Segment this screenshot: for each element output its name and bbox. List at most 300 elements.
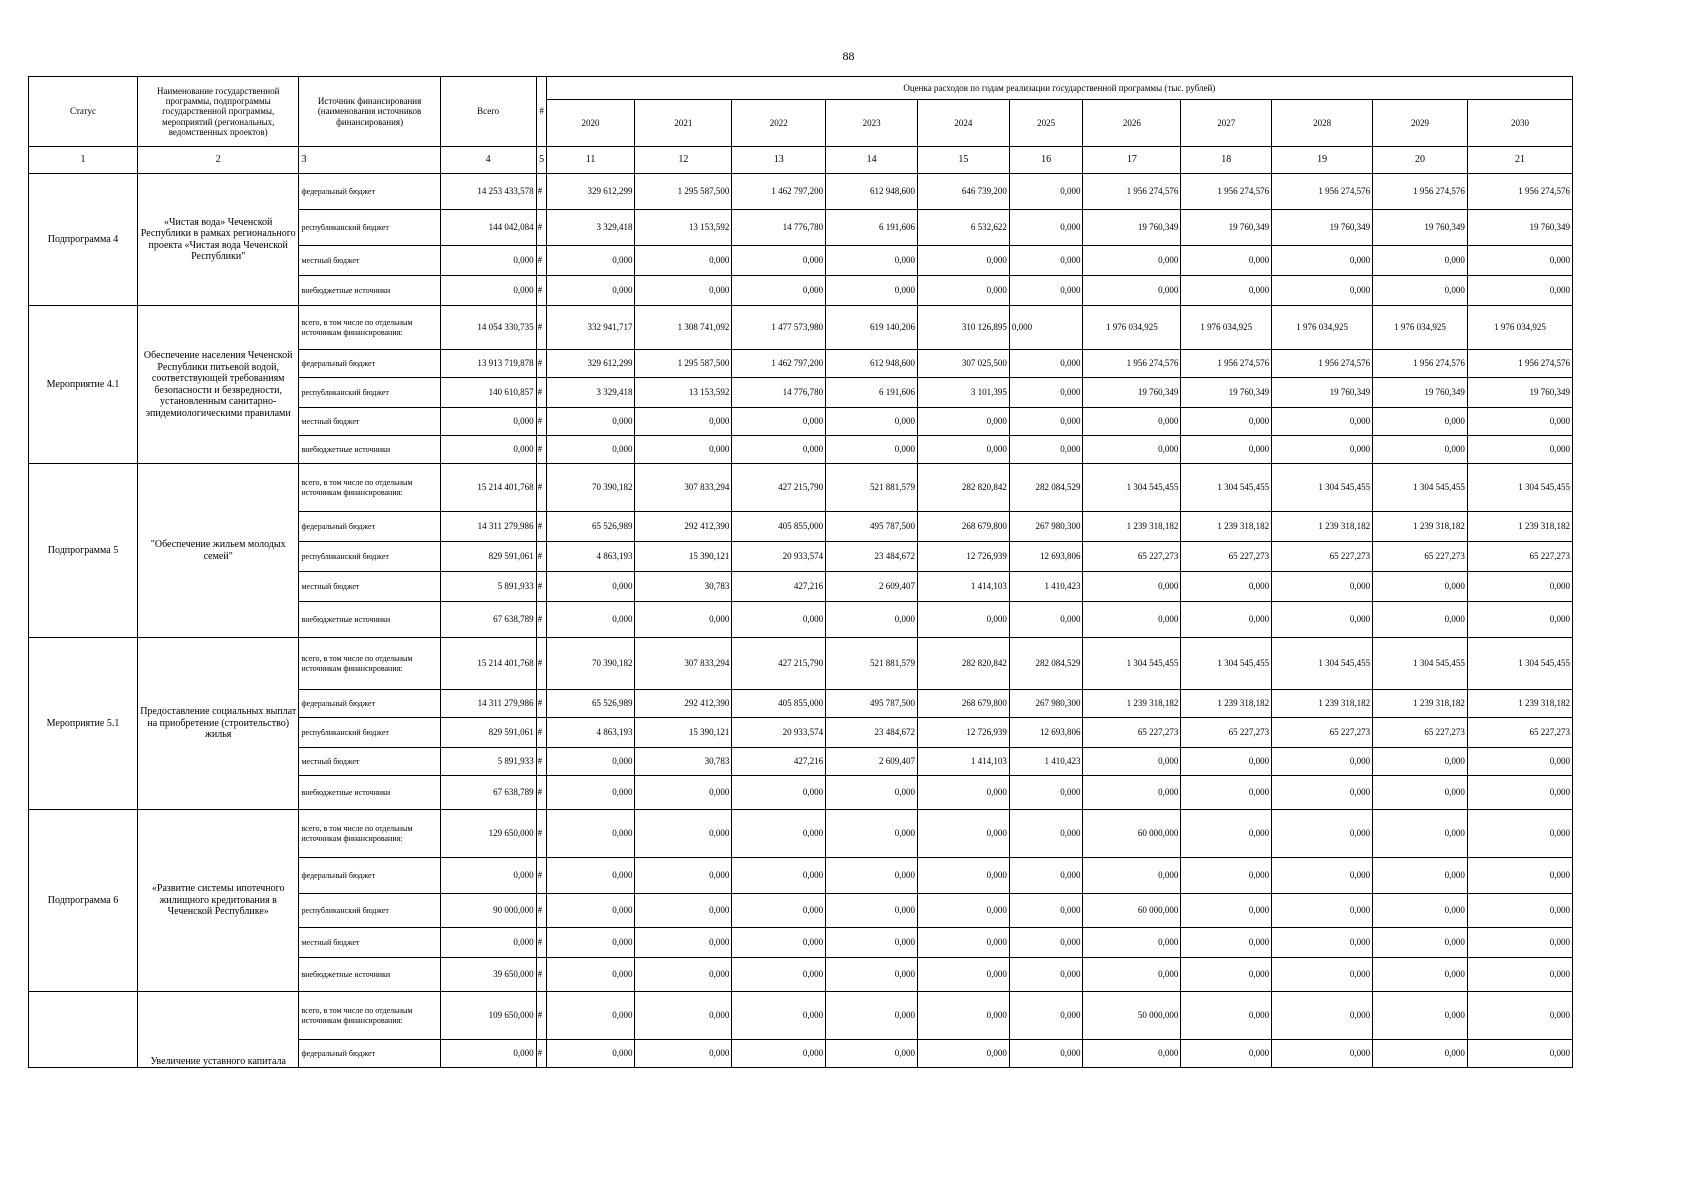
total-cell: 13 913 719,878 [440, 350, 536, 378]
value-cell: 0,000 [635, 858, 732, 894]
hash-cell: # [536, 690, 546, 718]
status-cell [29, 992, 138, 1068]
value-cell: 0,000 [826, 992, 918, 1040]
value-cell: 0,000 [1181, 894, 1272, 928]
value-cell: 0,000 [1009, 246, 1083, 276]
value-cell: 0,000 [917, 858, 1009, 894]
value-cell: 0,000 [826, 858, 918, 894]
value-cell: 0,000 [546, 810, 635, 858]
column-number: 13 [732, 147, 826, 174]
value-cell: 521 881,579 [826, 638, 918, 690]
total-cell: 67 638,789 [440, 776, 536, 810]
value-cell: 12 693,806 [1009, 718, 1083, 748]
hash-cell: # [536, 748, 546, 776]
source-cell: местный бюджет [299, 572, 440, 602]
status-cell: Подпрограмма 6 [29, 810, 138, 992]
value-cell: 65 526,989 [546, 512, 635, 542]
value-cell: 0,000 [1009, 408, 1083, 436]
value-cell: 0,000 [1272, 928, 1373, 958]
value-cell: 612 948,600 [826, 174, 918, 210]
value-cell: 1 239 318,182 [1181, 512, 1272, 542]
value-cell: 0,000 [635, 894, 732, 928]
hash-cell: # [536, 246, 546, 276]
value-cell: 0,000 [1467, 894, 1572, 928]
value-cell: 2 609,407 [826, 748, 918, 776]
total-cell: 829 591,061 [440, 542, 536, 572]
source-cell: внебюджетные источники [299, 958, 440, 992]
value-cell: 0,000 [635, 246, 732, 276]
value-cell: 0,000 [826, 276, 918, 306]
value-cell: 0,000 [1373, 928, 1468, 958]
value-cell: 427,216 [732, 748, 826, 776]
value-cell: 0,000 [546, 1040, 635, 1068]
value-cell: 0,000 [635, 602, 732, 638]
value-cell: 60 000,000 [1083, 810, 1181, 858]
value-cell: 65 227,273 [1467, 542, 1572, 572]
value-cell: 292 412,390 [635, 512, 732, 542]
value-cell: 0,000 [1009, 378, 1083, 408]
value-cell: 0,000 [1373, 276, 1468, 306]
value-cell: 1 239 318,182 [1373, 512, 1468, 542]
value-cell: 0,000 [1181, 776, 1272, 810]
value-cell: 1 956 274,576 [1083, 174, 1181, 210]
value-cell: 0,000 [546, 602, 635, 638]
value-cell: 1 304 545,455 [1272, 638, 1373, 690]
value-cell: 0,000 [1009, 928, 1083, 958]
value-cell: 0,000 [826, 810, 918, 858]
column-number: 16 [1009, 147, 1083, 174]
value-cell: 65 227,273 [1272, 542, 1373, 572]
value-cell: 1 414,103 [917, 748, 1009, 776]
table-row [29, 638, 1573, 690]
value-cell: 0,000 [826, 246, 918, 276]
hash-cell: # [536, 350, 546, 378]
value-cell: 0,000 [917, 928, 1009, 958]
value-cell: 1 239 318,182 [1181, 690, 1272, 718]
value-cell: 495 787,500 [826, 690, 918, 718]
value-cell: 20 933,574 [732, 542, 826, 572]
value-cell: 1 976 034,925 [1373, 306, 1468, 350]
value-cell: 20 933,574 [732, 718, 826, 748]
total-cell: 67 638,789 [440, 602, 536, 638]
value-cell: 0,000 [1272, 408, 1373, 436]
column-number: 19 [1272, 147, 1373, 174]
value-cell: 19 760,349 [1272, 210, 1373, 246]
hash-cell: # [536, 512, 546, 542]
value-cell: 0,000 [732, 894, 826, 928]
value-cell: 6 191,606 [826, 378, 918, 408]
value-cell: 282 084,529 [1009, 464, 1083, 512]
value-cell: 19 760,349 [1181, 378, 1272, 408]
source-cell: федеральный бюджет [299, 174, 440, 210]
source-cell: федеральный бюджет [299, 512, 440, 542]
value-cell: 0,000 [1467, 602, 1572, 638]
source-cell: всего, в том числе по отдельным источникам финансирования: [299, 638, 440, 690]
value-cell: 0,000 [1083, 858, 1181, 894]
value-cell: 12 726,939 [917, 718, 1009, 748]
value-cell: 0,000 [546, 992, 635, 1040]
source-cell: всего, в том числе по отдельным источникам финансирования: [299, 992, 440, 1040]
source-cell: федеральный бюджет [299, 690, 440, 718]
column-number: 14 [826, 147, 918, 174]
value-cell: 70 390,182 [546, 638, 635, 690]
hash-cell: # [536, 602, 546, 638]
value-cell: 0,000 [635, 928, 732, 958]
value-cell: 1 304 545,455 [1083, 638, 1181, 690]
column-number: 17 [1083, 147, 1181, 174]
value-cell: 0,000 [1272, 276, 1373, 306]
value-cell: 0,000 [546, 276, 635, 306]
value-cell: 0,000 [1467, 572, 1572, 602]
value-cell: 0,000 [1009, 350, 1083, 378]
value-cell: 65 227,273 [1373, 718, 1468, 748]
value-cell: 1 304 545,455 [1467, 638, 1572, 690]
value-cell: 1 956 274,576 [1467, 174, 1572, 210]
hash-cell: # [536, 174, 546, 210]
value-cell: 0,000 [1272, 436, 1373, 464]
source-cell: местный бюджет [299, 748, 440, 776]
total-cell: 14 311 279,986 [440, 512, 536, 542]
value-cell: 6 532,622 [917, 210, 1009, 246]
value-cell: 19 760,349 [1083, 210, 1181, 246]
value-cell: 1 956 274,576 [1272, 350, 1373, 378]
column-number: 12 [635, 147, 732, 174]
hash-cell: # [536, 928, 546, 958]
value-cell: 1 304 545,455 [1181, 638, 1272, 690]
value-cell: 0,000 [1373, 1040, 1468, 1068]
value-cell: 427,216 [732, 572, 826, 602]
value-cell: 1 239 318,182 [1467, 690, 1572, 718]
value-cell: 0,000 [1009, 436, 1083, 464]
hash-cell: # [536, 436, 546, 464]
value-cell: 0,000 [1272, 894, 1373, 928]
value-cell: 0,000 [546, 748, 635, 776]
value-cell: 0,000 [1009, 210, 1083, 246]
value-cell: 0,000 [1083, 408, 1181, 436]
total-cell: 15 214 401,768 [440, 638, 536, 690]
value-cell: 268 679,800 [917, 690, 1009, 718]
column-number: 1 [29, 147, 138, 174]
name-cell: «Чистая вода» Чеченской Республики в рамках регионального проекта «Чистая вода Чеченской Республики" [137, 174, 298, 306]
header-total: Всего [440, 77, 536, 147]
column-number: 2 [137, 147, 298, 174]
value-cell: 619 140,206 [826, 306, 918, 350]
value-cell: 307 833,294 [635, 464, 732, 512]
hash-cell: # [536, 464, 546, 512]
value-cell: 0,000 [635, 776, 732, 810]
value-cell: 30,783 [635, 748, 732, 776]
value-cell: 0,000 [1373, 858, 1468, 894]
value-cell: 1 976 034,925 [1467, 306, 1572, 350]
column-numbers-row [29, 147, 1573, 174]
column-number: 11 [546, 147, 635, 174]
value-cell: 1 956 274,576 [1373, 350, 1468, 378]
value-cell: 12 726,939 [917, 542, 1009, 572]
hash-cell: # [536, 958, 546, 992]
value-cell: 1 239 318,182 [1083, 512, 1181, 542]
value-cell: 0,000 [826, 928, 918, 958]
source-cell: федеральный бюджет [299, 1040, 440, 1068]
total-cell: 90 000,000 [440, 894, 536, 928]
value-cell: 0,000 [1083, 602, 1181, 638]
value-cell: 0,000 [1009, 276, 1083, 306]
value-cell: 0,000 [1083, 436, 1181, 464]
header-name: Наименование государственной программы, подпрограммы государственной программы, мероприятий (региональных, ведомственных проектов) [137, 77, 298, 147]
value-cell: 1 956 274,576 [1467, 350, 1572, 378]
name-cell: Увеличение уставного капитала [137, 992, 298, 1068]
year-header: 2026 [1083, 100, 1181, 147]
hash-cell: # [536, 776, 546, 810]
value-cell: 1 462 797,200 [732, 174, 826, 210]
value-cell: 0,000 [635, 408, 732, 436]
value-cell: 15 390,121 [635, 542, 732, 572]
value-cell: 0,000 [1373, 408, 1468, 436]
value-cell: 0,000 [732, 928, 826, 958]
value-cell: 0,000 [826, 408, 918, 436]
source-cell: всего, в том числе по отдельным источникам финансирования: [299, 306, 440, 350]
value-cell: 310 126,895 [917, 306, 1009, 350]
value-cell: 0,000 [1083, 748, 1181, 776]
value-cell: 0,000 [546, 436, 635, 464]
value-cell: 12 693,806 [1009, 542, 1083, 572]
value-cell: 0,000 [732, 992, 826, 1040]
hash-cell: # [536, 378, 546, 408]
value-cell: 0,000 [1272, 958, 1373, 992]
value-cell: 19 760,349 [1373, 378, 1468, 408]
value-cell: 292 412,390 [635, 690, 732, 718]
total-cell: 129 650,000 [440, 810, 536, 858]
value-cell: 0,000 [1181, 992, 1272, 1040]
column-number: 18 [1181, 147, 1272, 174]
source-cell: республиканский бюджет [299, 378, 440, 408]
value-cell: 1 956 274,576 [1083, 350, 1181, 378]
hash-cell: # [536, 210, 546, 246]
year-header: 2025 [1009, 100, 1083, 147]
source-cell: республиканский бюджет [299, 210, 440, 246]
value-cell: 23 484,672 [826, 718, 918, 748]
name-cell: Предоставление социальных выплат на приобретение (строительство) жилья [137, 638, 298, 810]
hash-cell: # [536, 542, 546, 572]
value-cell: 0,000 [1009, 894, 1083, 928]
value-cell: 0,000 [546, 958, 635, 992]
column-number: 20 [1373, 147, 1468, 174]
column-number: 15 [917, 147, 1009, 174]
value-cell: 0,000 [1373, 894, 1468, 928]
value-cell: 0,000 [1181, 928, 1272, 958]
source-cell: местный бюджет [299, 408, 440, 436]
source-cell: внебюджетные источники [299, 436, 440, 464]
year-header: 2020 [546, 100, 635, 147]
value-cell: 65 227,273 [1373, 542, 1468, 572]
header-hash: # [536, 77, 546, 147]
value-cell: 0,000 [732, 602, 826, 638]
value-cell: 0,000 [1181, 858, 1272, 894]
value-cell: 0,000 [732, 436, 826, 464]
value-cell: 19 760,349 [1181, 210, 1272, 246]
year-header: 2024 [917, 100, 1009, 147]
value-cell: 3 329,418 [546, 378, 635, 408]
status-cell: Подпрограмма 4 [29, 174, 138, 306]
value-cell: 14 776,780 [732, 378, 826, 408]
value-cell: 1 295 587,500 [635, 350, 732, 378]
value-cell: 0,000 [732, 1040, 826, 1068]
page-number: 88 [842, 49, 855, 63]
value-cell: 1 239 318,182 [1272, 512, 1373, 542]
value-cell: 0,000 [1083, 776, 1181, 810]
hash-cell: # [536, 638, 546, 690]
value-cell: 0,000 [917, 276, 1009, 306]
value-cell: 65 227,273 [1083, 542, 1181, 572]
table-row [29, 992, 1573, 1040]
value-cell: 1 295 587,500 [635, 174, 732, 210]
value-cell: 70 390,182 [546, 464, 635, 512]
value-cell: 0,000 [917, 810, 1009, 858]
hash-cell: # [536, 1040, 546, 1068]
header-estimate: Оценка расходов по годам реализации государственной программы (тыс. рублей) [546, 77, 1572, 100]
value-cell: 0,000 [546, 928, 635, 958]
value-cell: 0,000 [1272, 776, 1373, 810]
value-cell: 0,000 [1009, 992, 1083, 1040]
value-cell: 0,000 [1083, 1040, 1181, 1068]
value-cell: 0,000 [732, 958, 826, 992]
value-cell: 0,000 [917, 246, 1009, 276]
value-cell: 0,000 [546, 572, 635, 602]
value-cell: 0,000 [917, 602, 1009, 638]
value-cell: 0,000 [1181, 276, 1272, 306]
year-header: 2023 [826, 100, 918, 147]
value-cell: 0,000 [1467, 810, 1572, 858]
value-cell: 0,000 [1467, 276, 1572, 306]
value-cell: 0,000 [1009, 306, 1083, 350]
total-cell: 0,000 [440, 276, 536, 306]
hash-cell: # [536, 306, 546, 350]
source-cell: внебюджетные источники [299, 602, 440, 638]
total-cell: 0,000 [440, 928, 536, 958]
value-cell: 13 153,592 [635, 210, 732, 246]
value-cell: 282 820,842 [917, 638, 1009, 690]
value-cell: 0,000 [1272, 602, 1373, 638]
value-cell: 13 153,592 [635, 378, 732, 408]
value-cell: 1 976 034,925 [1083, 306, 1181, 350]
value-cell: 1 477 573,980 [732, 306, 826, 350]
value-cell: 0,000 [1009, 174, 1083, 210]
value-cell: 3 101,395 [917, 378, 1009, 408]
value-cell: 0,000 [1467, 992, 1572, 1040]
value-cell: 0,000 [1467, 748, 1572, 776]
total-cell: 144 042,084 [440, 210, 536, 246]
value-cell: 0,000 [1373, 572, 1468, 602]
value-cell: 0,000 [1009, 858, 1083, 894]
value-cell: 6 191,606 [826, 210, 918, 246]
value-cell: 0,000 [1467, 928, 1572, 958]
value-cell: 2 609,407 [826, 572, 918, 602]
value-cell: 0,000 [1181, 810, 1272, 858]
value-cell: 4 863,193 [546, 542, 635, 572]
total-cell: 140 610,857 [440, 378, 536, 408]
value-cell: 521 881,579 [826, 464, 918, 512]
total-cell: 829 591,061 [440, 718, 536, 748]
value-cell: 65 227,273 [1181, 542, 1272, 572]
hash-cell: # [536, 810, 546, 858]
value-cell: 0,000 [1467, 436, 1572, 464]
value-cell: 0,000 [635, 436, 732, 464]
value-cell: 1 239 318,182 [1467, 512, 1572, 542]
value-cell: 0,000 [546, 858, 635, 894]
value-cell: 1 304 545,455 [1373, 638, 1468, 690]
year-header: 2021 [635, 100, 732, 147]
value-cell: 0,000 [1272, 810, 1373, 858]
value-cell: 1 304 545,455 [1373, 464, 1468, 512]
value-cell: 268 679,800 [917, 512, 1009, 542]
header-status: Статус [29, 77, 138, 147]
name-cell: "Обеспечение жильем молодых семей" [137, 464, 298, 638]
value-cell: 1 304 545,455 [1083, 464, 1181, 512]
value-cell: 0,000 [1373, 992, 1468, 1040]
value-cell: 405 855,000 [732, 690, 826, 718]
name-cell: Обеспечение населения Чеченской Республики питьевой водой, соответствующей требованиям безопасности и безвредности, установленным санитарно-эпидемиологическими правилами [137, 306, 298, 464]
value-cell: 0,000 [1083, 928, 1181, 958]
hash-cell: # [536, 408, 546, 436]
value-cell: 1 239 318,182 [1083, 690, 1181, 718]
value-cell: 0,000 [917, 992, 1009, 1040]
source-cell: республиканский бюджет [299, 894, 440, 928]
value-cell: 0,000 [1181, 408, 1272, 436]
value-cell: 646 739,200 [917, 174, 1009, 210]
value-cell: 15 390,121 [635, 718, 732, 748]
status-cell: Подпрограмма 5 [29, 464, 138, 638]
hash-cell: # [536, 992, 546, 1040]
value-cell: 65 227,273 [1181, 718, 1272, 748]
source-cell: республиканский бюджет [299, 718, 440, 748]
value-cell: 23 484,672 [826, 542, 918, 572]
value-cell: 0,000 [1009, 1040, 1083, 1068]
value-cell: 0,000 [635, 1040, 732, 1068]
year-header: 2028 [1272, 100, 1373, 147]
total-cell: 5 891,933 [440, 748, 536, 776]
value-cell: 1 956 274,576 [1181, 174, 1272, 210]
total-cell: 14 253 433,578 [440, 174, 536, 210]
value-cell: 3 329,418 [546, 210, 635, 246]
value-cell: 0,000 [1467, 1040, 1572, 1068]
value-cell: 1 239 318,182 [1272, 690, 1373, 718]
value-cell: 0,000 [1373, 436, 1468, 464]
value-cell: 1 239 318,182 [1373, 690, 1468, 718]
value-cell: 0,000 [1009, 958, 1083, 992]
value-cell: 0,000 [1181, 1040, 1272, 1068]
value-cell: 0,000 [1083, 276, 1181, 306]
value-cell: 0,000 [1467, 858, 1572, 894]
value-cell: 19 760,349 [1467, 378, 1572, 408]
value-cell: 0,000 [917, 408, 1009, 436]
status-cell: Мероприятие 5.1 [29, 638, 138, 810]
value-cell: 0,000 [826, 1040, 918, 1068]
value-cell: 0,000 [732, 246, 826, 276]
value-cell: 0,000 [917, 436, 1009, 464]
value-cell: 0,000 [1083, 958, 1181, 992]
value-cell: 0,000 [1467, 958, 1572, 992]
value-cell: 19 760,349 [1083, 378, 1181, 408]
header-source: Источник финансирования (наименования источников финансирования) [299, 77, 440, 147]
total-cell: 0,000 [440, 246, 536, 276]
value-cell: 1 956 274,576 [1373, 174, 1468, 210]
value-cell: 0,000 [826, 894, 918, 928]
total-cell: 0,000 [440, 858, 536, 894]
value-cell: 0,000 [826, 602, 918, 638]
value-cell: 19 760,349 [1272, 378, 1373, 408]
column-number: 4 [440, 147, 536, 174]
value-cell: 0,000 [1373, 776, 1468, 810]
value-cell: 307 025,500 [917, 350, 1009, 378]
